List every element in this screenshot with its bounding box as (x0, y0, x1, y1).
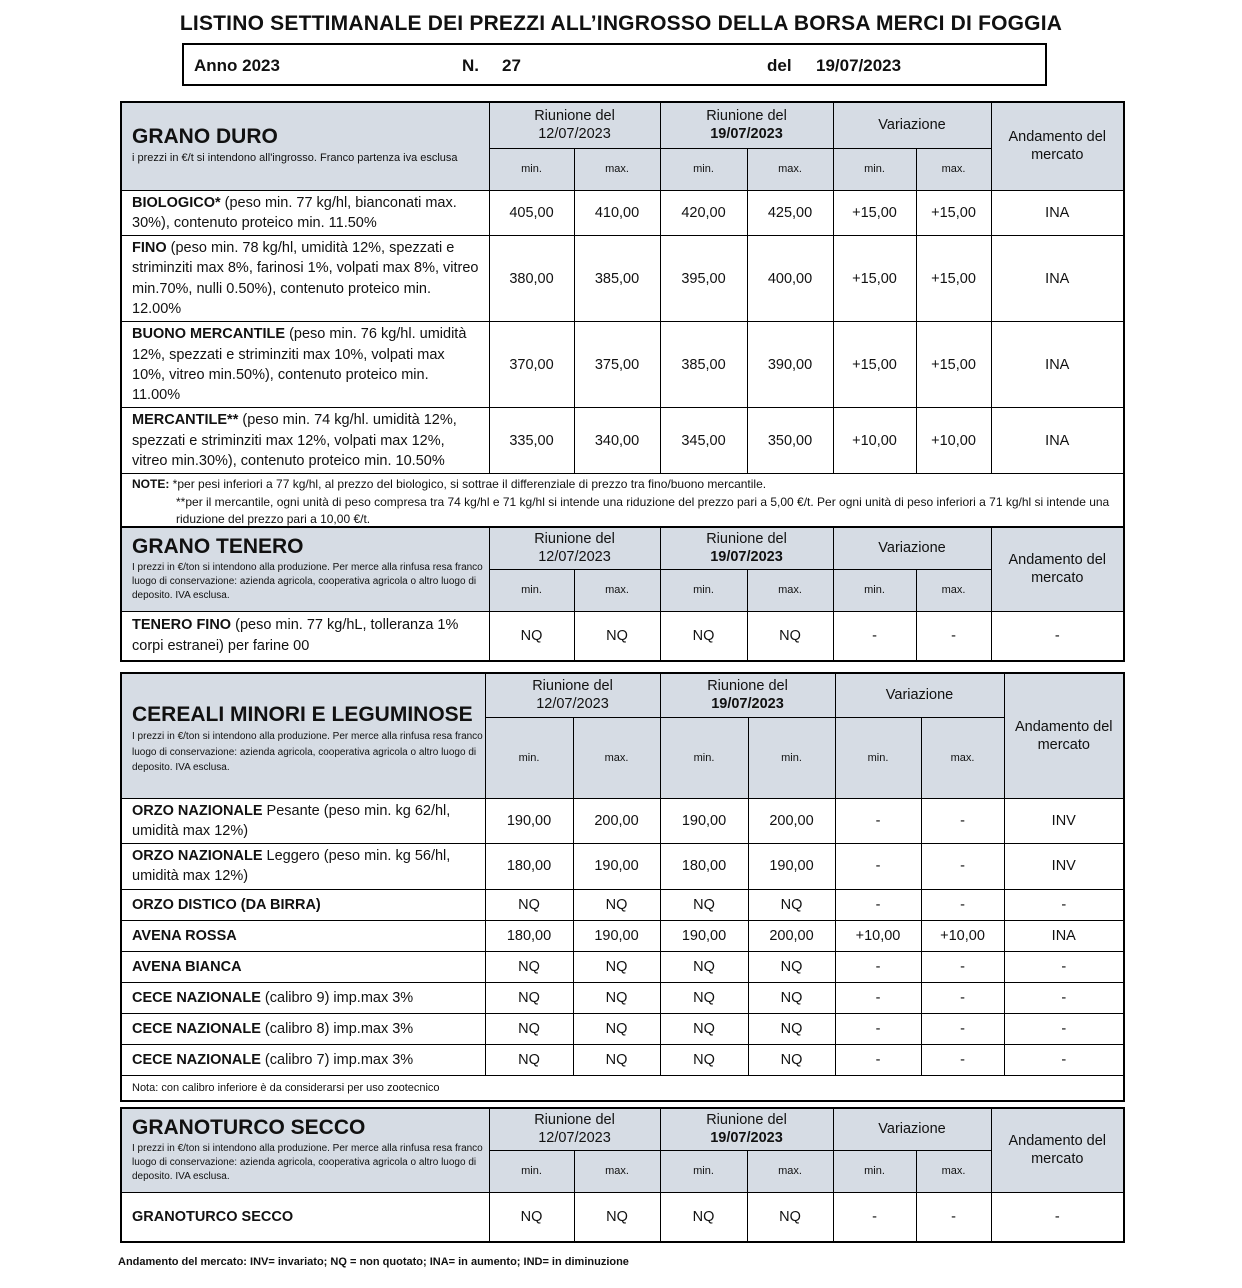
product-detail: (peso min. 77 kg/hl, bianconati max. 30%), contenuto proteico min. 11.50% (132, 194, 457, 231)
price-cell-variation-min: - (835, 798, 921, 844)
price-cell-variation-max: +10,00 (921, 920, 1004, 951)
price-cell-market-trend: - (1004, 1013, 1124, 1044)
price-cell-prev-max: 410,00 (574, 190, 660, 236)
price-cell-variation-min: +10,00 (835, 920, 921, 951)
max-header: max. (916, 569, 991, 611)
product-description (121, 889, 485, 920)
table-row (121, 611, 1124, 661)
max-header: max. (574, 1150, 660, 1192)
price-cell-market-trend: INA (991, 236, 1124, 322)
price-cell-curr-min: 395,00 (660, 236, 747, 322)
product-name: CECE NAZIONALE (132, 1051, 261, 1068)
price-cell-prev-max: 190,00 (573, 844, 660, 890)
table-row (121, 1013, 1124, 1044)
section-title: GRANO DURO (132, 125, 278, 149)
product-description (121, 982, 485, 1013)
min-header: min. (833, 148, 916, 190)
price-cell-market-trend: - (1004, 951, 1124, 982)
price-cell-variation-min: - (835, 844, 921, 890)
price-cell-market-trend: - (991, 611, 1124, 661)
min-header: min. (489, 1150, 574, 1192)
product-description (121, 1192, 489, 1242)
variation-header: Variazione (835, 673, 1004, 717)
price-cell-variation-max: +10,00 (916, 408, 991, 474)
section-header (121, 102, 489, 190)
bulletin-date: 19/07/2023 (816, 56, 902, 75)
price-cell-prev-max: 190,00 (573, 920, 660, 951)
price-cell-variation-max: - (916, 1192, 991, 1242)
grano-duro-table (120, 101, 1125, 534)
product-description (121, 190, 489, 236)
table-row (121, 889, 1124, 920)
market-trend-header: Andamento del mercato (991, 527, 1124, 611)
section-header (121, 673, 485, 798)
min-header: min. (489, 148, 574, 190)
price-cell-market-trend: - (1004, 1044, 1124, 1075)
prev-meeting-header: Riunione del 12/07/2023 (489, 1108, 660, 1150)
price-cell-curr-min: NQ (660, 1192, 747, 1242)
prev-meeting-header: Riunione del 12/07/2023 (489, 102, 660, 148)
date-label: del (767, 56, 792, 75)
price-cell-market-trend: - (991, 1192, 1124, 1242)
variation-header: Variazione (833, 527, 991, 569)
product-name: ORZO NAZIONALE (132, 848, 263, 865)
number-value: 27 (502, 56, 521, 75)
price-cell-variation-min: - (835, 951, 921, 982)
price-cell-variation-max: +15,00 (916, 322, 991, 408)
product-detail: (peso min. 74 kg/hl. umidità 12%, spezzati e striminziti max 12%, volpati max 12%, vitreo min.30%), contenuto proteico min. 10.50% (132, 412, 457, 470)
product-detail: Pesante (peso min. kg 62/hl, umidità max 12%) (132, 802, 451, 839)
price-cell-prev-min: NQ (485, 1044, 573, 1075)
table-row (121, 844, 1124, 890)
price-cell-prev-max: 200,00 (573, 798, 660, 844)
min-header: min. (489, 569, 574, 611)
prev-meeting-header: Riunione del 12/07/2023 (489, 527, 660, 569)
product-name: CECE NAZIONALE (132, 989, 261, 1006)
price-cell-market-trend: INV (1004, 844, 1124, 890)
price-cell-variation-max: - (921, 951, 1004, 982)
price-cell-curr-min: NQ (660, 982, 748, 1013)
price-cell-prev-max: NQ (573, 951, 660, 982)
min-header: min. (660, 1150, 747, 1192)
price-cell-market-trend: INA (991, 190, 1124, 236)
year-label: Anno 2023 (194, 56, 280, 75)
price-cell-curr-max: 200,00 (748, 798, 835, 844)
price-cell-curr-max: 400,00 (747, 236, 833, 322)
grano-tenero-table (120, 526, 1125, 662)
max-header: max. (573, 717, 660, 798)
price-cell-curr-min: 190,00 (660, 798, 748, 844)
min-header: min. (748, 717, 835, 798)
price-cell-prev-max: 340,00 (574, 408, 660, 474)
price-cell-prev-min: 380,00 (489, 236, 574, 322)
product-name: MERCANTILE** (132, 412, 239, 429)
product-description (121, 920, 485, 951)
price-cell-curr-min: 420,00 (660, 190, 747, 236)
price-cell-prev-min: NQ (485, 1013, 573, 1044)
price-cell-curr-max: NQ (748, 889, 835, 920)
table-row (121, 1044, 1124, 1075)
price-cell-prev-min: 180,00 (485, 844, 573, 890)
section-description: i prezzi in €/t si intendono all'ingrosso. Franco partenza iva esclusa (132, 152, 458, 165)
max-header: max. (916, 148, 991, 190)
min-header: min. (833, 569, 916, 611)
price-cell-market-trend: INA (1004, 920, 1124, 951)
price-cell-variation-min: +15,00 (833, 322, 916, 408)
max-header: max. (921, 717, 1004, 798)
product-description (121, 322, 489, 408)
product-detail: (peso min. 76 kg/hl. umidità 12%, spezzati e striminziti max 10%, volpati max 10%, vitreo min.50%), contenuto proteico min. 11.00% (132, 326, 467, 404)
max-header: max. (747, 569, 833, 611)
section-title: GRANO TENERO (132, 535, 304, 559)
price-cell-market-trend: - (1004, 889, 1124, 920)
product-description (121, 236, 489, 322)
price-cell-variation-max: - (921, 1044, 1004, 1075)
product-name: AVENA BIANCA (132, 958, 242, 975)
price-cell-curr-max: 350,00 (747, 408, 833, 474)
price-cell-variation-min: +10,00 (833, 408, 916, 474)
price-cell-curr-min: 345,00 (660, 408, 747, 474)
price-cell-variation-max: - (921, 844, 1004, 890)
curr-meeting-header: Riunione del 19/07/2023 (660, 527, 833, 569)
price-cell-curr-max: 390,00 (747, 322, 833, 408)
price-cell-prev-max: 385,00 (574, 236, 660, 322)
product-description (121, 951, 485, 982)
product-name: BIOLOGICO* (132, 194, 221, 211)
section-title: GRANOTURCO SECCO (132, 1116, 366, 1140)
section-note: NOTE: *per pesi inferiori a 77 kg/hl, al prezzo del biologico, si sottrae il differenziale di prezzo tra fino/buono mercantile. **per il mercantile, ogni unità di peso compresa tra 74 kg/hl e 71 kg/hl si intende una riduzione del prezzo pari a 5,00 €/t. Per ogni unità di peso inferiori a 71 kg/hl si intende una riduzione del prezzo pari a 10,00 €/t. (121, 474, 1124, 533)
product-detail: Leggero (peso min. kg 56/hl, umidità max 12%) (132, 848, 451, 885)
product-name: BUONO MERCANTILE (132, 326, 286, 343)
section-title: CEREALI MINORI E LEGUMINOSE (132, 702, 473, 726)
min-header: min. (660, 569, 747, 611)
market-trend-header: Andamento del mercato (991, 102, 1124, 190)
price-cell-prev-min: NQ (485, 889, 573, 920)
price-cell-prev-min: 180,00 (485, 920, 573, 951)
price-cell-curr-max: NQ (748, 1044, 835, 1075)
section-note: Nota: con calibro inferiore è da considerarsi per uso zootecnico (121, 1075, 1124, 1101)
product-detail: (peso min. 77 kg/hL, tolleranza 1% corpi estranei) per farine 00 (132, 617, 459, 654)
price-cell-curr-min: NQ (660, 1013, 748, 1044)
price-cell-prev-max: NQ (573, 889, 660, 920)
price-cell-prev-max: NQ (573, 1044, 660, 1075)
min-header: min. (833, 1150, 916, 1192)
price-cell-curr-min: NQ (660, 1044, 748, 1075)
product-description (121, 611, 489, 661)
price-cell-prev-min: 405,00 (489, 190, 574, 236)
price-cell-curr-min: 385,00 (660, 322, 747, 408)
granoturco-table (120, 1107, 1125, 1243)
price-cell-prev-min: 370,00 (489, 322, 574, 408)
curr-meeting-header: Riunione del 19/07/2023 (660, 102, 833, 148)
variation-header: Variazione (833, 1108, 991, 1150)
price-cell-prev-max: NQ (573, 1013, 660, 1044)
market-trend-header: Andamento del mercato (991, 1108, 1124, 1192)
table-row (121, 798, 1124, 844)
price-cell-variation-min: +15,00 (833, 236, 916, 322)
price-cell-curr-min: NQ (660, 611, 747, 661)
product-detail: (calibro 7) imp.max 3% (260, 1051, 414, 1068)
table-row (121, 1192, 1124, 1242)
product-detail: (peso min. 78 kg/hl, umidità 12%, spezzati e striminziti max 8%, farinosi 1%, volpati max 8%, vitreo min.70%, nulli 0.50%), contenuto proteico min. 12.00% (132, 240, 479, 317)
table-row (121, 236, 1124, 322)
price-cell-market-trend: INV (1004, 798, 1124, 844)
price-cell-variation-max: - (921, 889, 1004, 920)
max-header: max. (747, 1150, 833, 1192)
product-detail: (calibro 9) imp.max 3% (260, 989, 414, 1006)
price-cell-variation-max: - (916, 611, 991, 661)
price-cell-market-trend: INA (991, 408, 1124, 474)
curr-meeting-header: Riunione del 19/07/2023 (660, 1108, 833, 1150)
price-cell-prev-min: NQ (489, 1192, 574, 1242)
price-cell-prev-max: NQ (574, 611, 660, 661)
price-cell-variation-min: - (833, 611, 916, 661)
price-cell-curr-min: NQ (660, 951, 748, 982)
table-row (121, 951, 1124, 982)
price-cell-prev-max: NQ (574, 1192, 660, 1242)
price-cell-curr-max: NQ (748, 951, 835, 982)
price-cell-prev-max: 375,00 (574, 322, 660, 408)
price-cell-prev-min: 190,00 (485, 798, 573, 844)
product-name: FINO (132, 240, 167, 257)
section-header (121, 1108, 489, 1192)
table-row (121, 920, 1124, 951)
table-row (121, 322, 1124, 408)
legend-footnote: Andamento del mercato: INV= invariato; NQ = non quotato; INA= in aumento; IND= in diminuzione (118, 1256, 629, 1268)
variation-header: Variazione (833, 102, 991, 148)
cereali-minori-table (120, 672, 1125, 1102)
section-description: I prezzi in €/ton si intendono alla produzione. Per merce alla rinfusa resa franco luogo di conservazione: azienda agricola, cooperativa agricola o altro luogo di deposito. IVA esclusa. (132, 1143, 483, 1183)
product-name: GRANOTURCO SECCO (132, 1208, 294, 1225)
price-cell-variation-max: +15,00 (916, 236, 991, 322)
price-cell-variation-min: - (835, 1044, 921, 1075)
max-header: max. (747, 148, 833, 190)
section-header (121, 527, 489, 611)
product-name: ORZO DISTICO (DA BIRRA) (132, 896, 321, 913)
product-description (121, 1044, 485, 1075)
section-description: I prezzi in €/ton si intendono alla produzione. Per merce alla rinfusa resa franco luogo di conservazione: azienda agricola, cooperativa agricola o altro luogo di deposito. IVA esclusa. (132, 731, 483, 773)
price-cell-variation-min: - (833, 1192, 916, 1242)
price-cell-curr-max: NQ (748, 1013, 835, 1044)
price-cell-curr-min: 180,00 (660, 844, 748, 890)
prev-meeting-header: Riunione del 12/07/2023 (485, 673, 660, 717)
max-header: max. (916, 1150, 991, 1192)
product-name: TENERO FINO (132, 617, 232, 634)
min-header: min. (485, 717, 573, 798)
product-description (121, 844, 485, 890)
price-cell-variation-max: - (921, 982, 1004, 1013)
price-cell-market-trend: - (1004, 982, 1124, 1013)
price-cell-variation-min: - (835, 982, 921, 1013)
price-cell-curr-max: NQ (747, 1192, 833, 1242)
number-label: N. (462, 56, 479, 75)
price-cell-curr-min: NQ (660, 889, 748, 920)
price-cell-variation-min: +15,00 (833, 190, 916, 236)
min-header: min. (835, 717, 921, 798)
table-row (121, 190, 1124, 236)
curr-meeting-header: Riunione del 19/07/2023 (660, 673, 835, 717)
price-cell-curr-max: 200,00 (748, 920, 835, 951)
price-cell-prev-min: NQ (485, 951, 573, 982)
price-cell-variation-max: - (921, 1013, 1004, 1044)
min-header: min. (660, 148, 747, 190)
max-header: max. (574, 569, 660, 611)
table-row (121, 408, 1124, 474)
price-cell-curr-min: 190,00 (660, 920, 748, 951)
price-cell-variation-max: - (921, 798, 1004, 844)
price-cell-curr-max: NQ (748, 982, 835, 1013)
product-description (121, 408, 489, 474)
product-name: ORZO NAZIONALE (132, 802, 263, 819)
bulletin-info-box (182, 43, 1047, 86)
price-cell-prev-min: NQ (485, 982, 573, 1013)
product-detail: (calibro 8) imp.max 3% (260, 1020, 414, 1037)
product-name: AVENA ROSSA (132, 927, 237, 944)
price-cell-prev-max: NQ (573, 982, 660, 1013)
price-cell-prev-min: 335,00 (489, 408, 574, 474)
product-description (121, 798, 485, 844)
section-description: I prezzi in €/ton si intendono alla produzione. Per merce alla rinfusa resa franco luogo di conservazione: azienda agricola, cooperativa agricola o altro luogo di deposito. IVA esclusa. (132, 562, 483, 602)
price-cell-variation-min: - (835, 889, 921, 920)
market-trend-header: Andamento del mercato (1004, 673, 1124, 798)
price-cell-prev-min: NQ (489, 611, 574, 661)
price-cell-variation-max: +15,00 (916, 190, 991, 236)
min-header: min. (660, 717, 748, 798)
price-cell-market-trend: INA (991, 322, 1124, 408)
page-title: LISTINO SETTIMANALE DEI PREZZI ALL’INGROSSO DELLA BORSA MERCI DI FOGGIA (179, 12, 1063, 35)
product-name: CECE NAZIONALE (132, 1020, 261, 1037)
max-header: max. (574, 148, 660, 190)
price-cell-curr-max: 425,00 (747, 190, 833, 236)
price-cell-variation-min: - (835, 1013, 921, 1044)
table-row (121, 982, 1124, 1013)
price-cell-curr-max: 190,00 (748, 844, 835, 890)
price-cell-curr-max: NQ (747, 611, 833, 661)
product-description (121, 1013, 485, 1044)
